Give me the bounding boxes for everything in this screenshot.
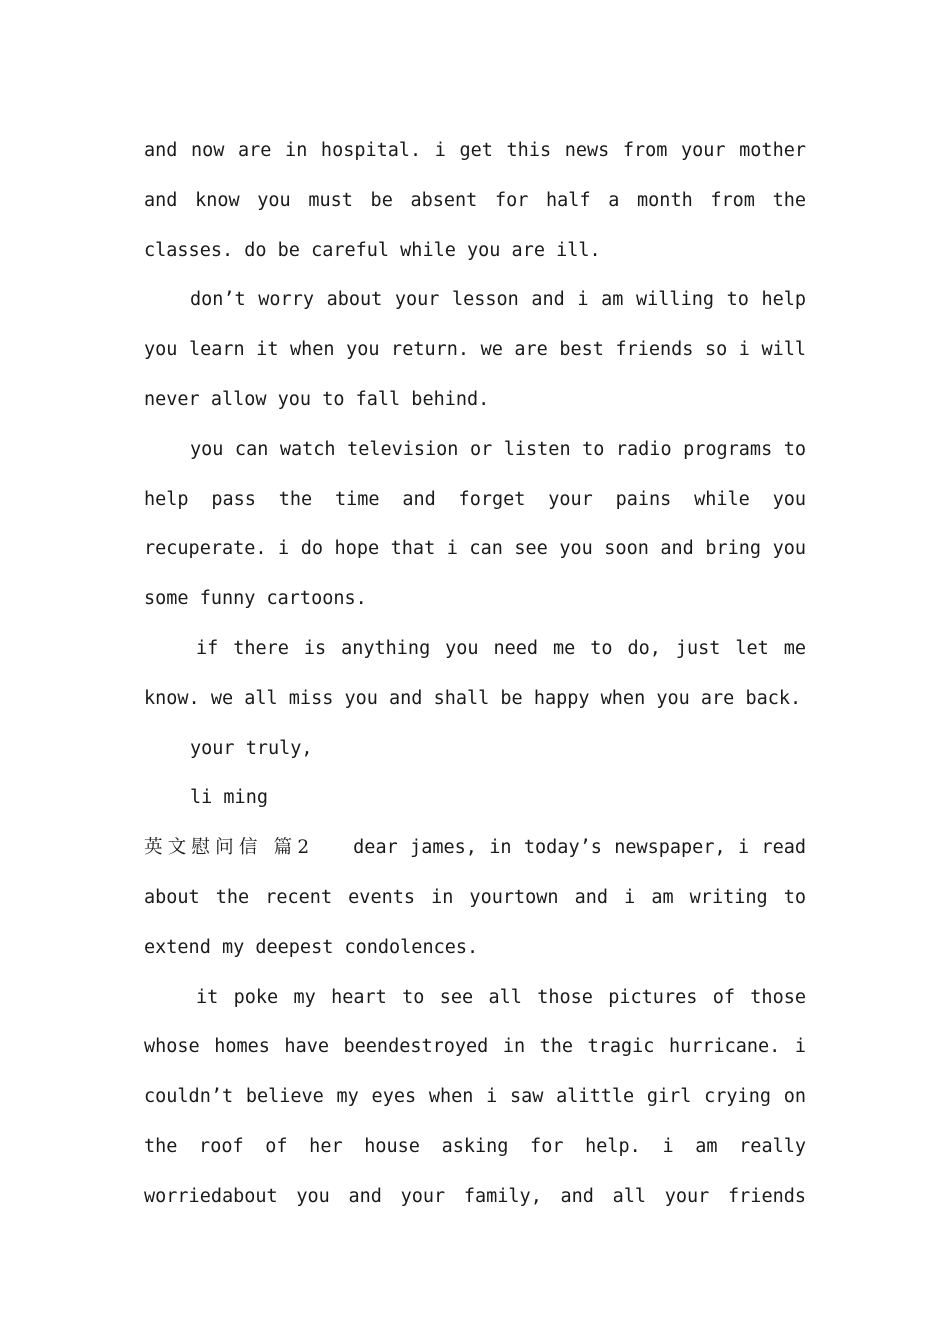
- document-body: [144, 126, 806, 1222]
- section2-paragraph-2: it poke my heart to see all those pictures of those whose homes have beendestroyed in the tragic hurricane. i couldn’t believe my eyes when i saw alittle girl crying on the roof of her house asking for help. i am really worriedabout you and your family, and all your friends: [144, 986, 806, 1207]
- section2-heading: 英文慰问信 篇2: [144, 837, 314, 859]
- signature: li ming: [190, 787, 268, 809]
- paragraph-lesson-help: don’t worry about your lesson and i am willing to help you learn it when you return. we are best friends so i will never allow you to fall behind.: [144, 289, 806, 410]
- paragraph-anything-needed: if there is anything you need me to do, just let me know. we all miss you and shall be happy when you are back.: [144, 637, 806, 709]
- paragraph-pass-time: you can watch television or listen to radio programs to help pass the time and forget your pains while you recuperate. i do hope that i can see you soon and bring you some funny cartoons.: [144, 438, 806, 610]
- paragraph-hospital: and now are in hospital. i get this news from your mother and know you must be absent for half a month from the classes. do be careful while you are ill.: [144, 140, 806, 261]
- section2-first-paragraph: [144, 823, 806, 972]
- section2-paragraph-1: dear james, in today’s newspaper, i read about the recent events in yourtown and i am writing to extend my deepest condolences.: [144, 837, 806, 958]
- closing-line: your truly,: [190, 737, 313, 759]
